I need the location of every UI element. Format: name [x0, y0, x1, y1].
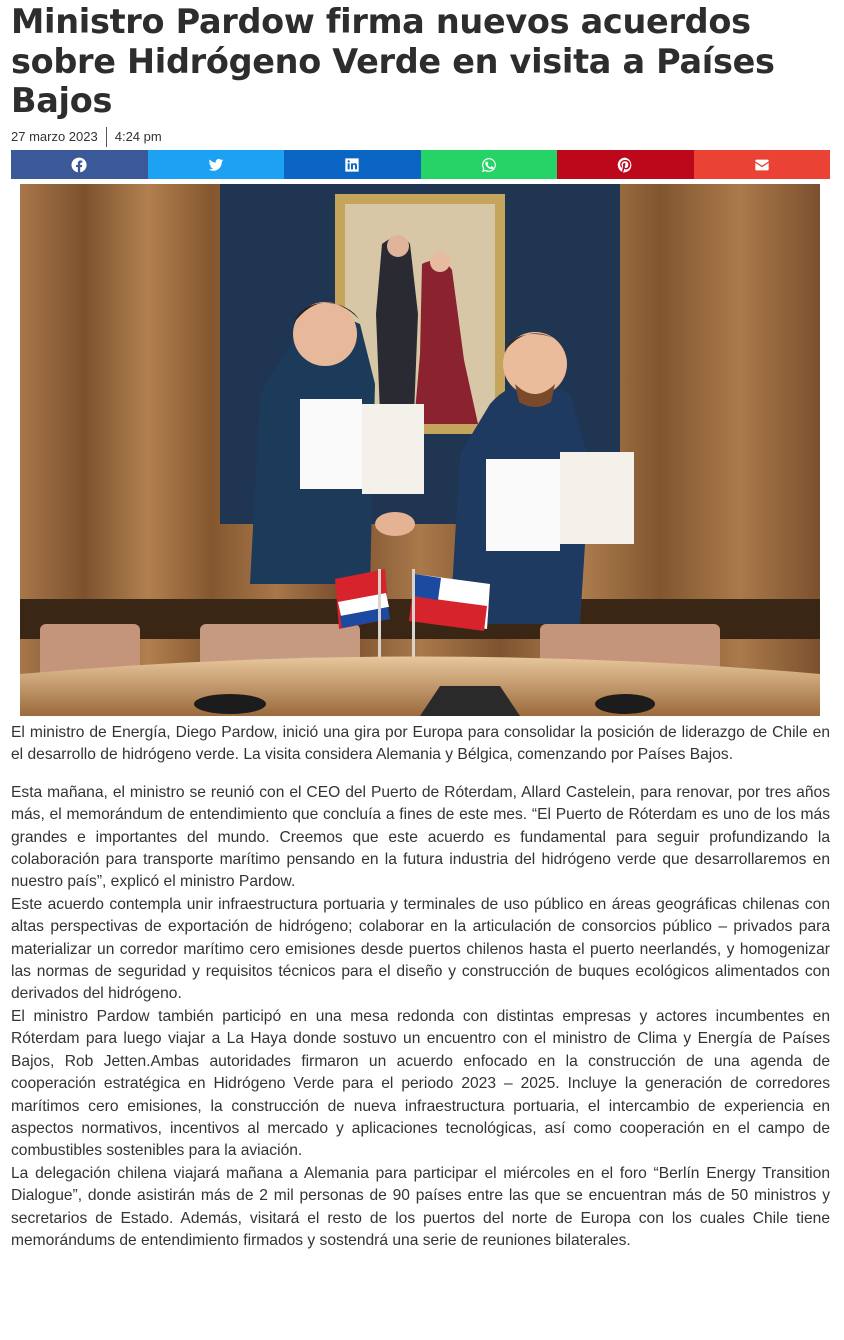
- share-linkedin-button[interactable]: [284, 150, 421, 179]
- article-paragraph: La delegación chilena viajará mañana a Alemania para participar el miércoles en el foro “Berlín Energy Transition Dialogue”, donde asistirán más de 2 mil personas de 90 países entre las que se encuentran más de 50 ministros y secretarios de Estado. Además, visitará el resto de los puertos del norte de Europa con los cuales Chile tiene memorándums de entendimiento firmados y sostendrá una serie de reuniones bilaterales.: [11, 1164, 830, 1249]
- article-photo: [20, 184, 820, 716]
- linkedin-icon: [344, 157, 360, 173]
- article-container: [11, 0, 830, 1249]
- envelope-icon: [754, 157, 770, 173]
- page-title: Ministro Pardow firma nuevos acuerdos sobre Hidrógeno Verde en visita a Países Bajos: [11, 2, 775, 120]
- share-pinterest-button[interactable]: [557, 150, 694, 179]
- twitter-icon: [208, 157, 224, 173]
- share-bar: [11, 150, 830, 179]
- meta-divider: [106, 127, 107, 147]
- article-paragraph: El ministro Pardow también participó en una mesa redonda con distintas empresas y actores incumbentes en Róterdam para luego viajar a La Haya donde sostuvo un encuentro con el ministro de Clima y Energía de Países Bajos, Rob Jetten.Ambas autoridades firmaron un acuerdo enfocado en la construcción de una agenda de cooperación estratégica en Hidrógeno Verde para el periodo 2023 – 2025. Incluye la generación de corredores marítimos cero emisiones, la construcción de nueva infraestructura portuaria, el intercambio de experiencia en aspectos normativos, incentivos al mercado y aplicaciones tecnológicas, así como cooperación en el campo de combustibles sostenibles para la aviación.: [11, 1007, 830, 1160]
- share-whatsapp-button[interactable]: [421, 150, 558, 179]
- article-paragraph: Esta mañana, el ministro se reunió con el CEO del Puerto de Róterdam, Allard Castelein, para renovar, por tres años más, el memorándum de entendimiento que concluía a fines de este mes. “El Puerto de Róterdam es uno de los más grandes e importantes del mundo. Creemos que este acuerdo es fundamental para seguir profundizando la colaboración para transporte marítimo pensando en la futura industria del hidrógeno verde que desarrollaremos en nuestro país”, explicó el ministro Pardow.: [11, 783, 830, 891]
- post-date: 27 marzo 2023: [11, 129, 98, 144]
- article-paragraph: Este acuerdo contempla unir infraestructura portuaria y terminales de uso público en áreas geográficas chilenas con altas perspectivas de exportación de hidrógeno; colaborar en la articulación de consorcios público – privados para materializar un corredor marítimo cero emisiones desde puertos chilenos hasta el puerto neerlandés, y homogenizar las normas de seguridad y requisitos técnicos para el diseño y construcción de buques ecológicos alimentados con derivados del hidrógeno.: [11, 895, 830, 1003]
- article-body: [11, 722, 830, 1252]
- whatsapp-icon: [481, 157, 497, 173]
- share-email-button[interactable]: [694, 150, 831, 179]
- facebook-icon: [71, 157, 87, 173]
- post-meta: [11, 126, 830, 148]
- share-facebook-button[interactable]: [11, 150, 148, 179]
- share-twitter-button[interactable]: [148, 150, 285, 179]
- post-time: 4:24 pm: [114, 129, 162, 144]
- pinterest-icon: [617, 157, 633, 173]
- article-paragraph: El ministro de Energía, Diego Pardow, inició una gira por Europa para consolidar la posición de liderazgo de Chile en el desarrollo de hidrógeno verde. La visita considera Alemania y Bélgica, comenzando por Países Bajos.: [11, 724, 830, 764]
